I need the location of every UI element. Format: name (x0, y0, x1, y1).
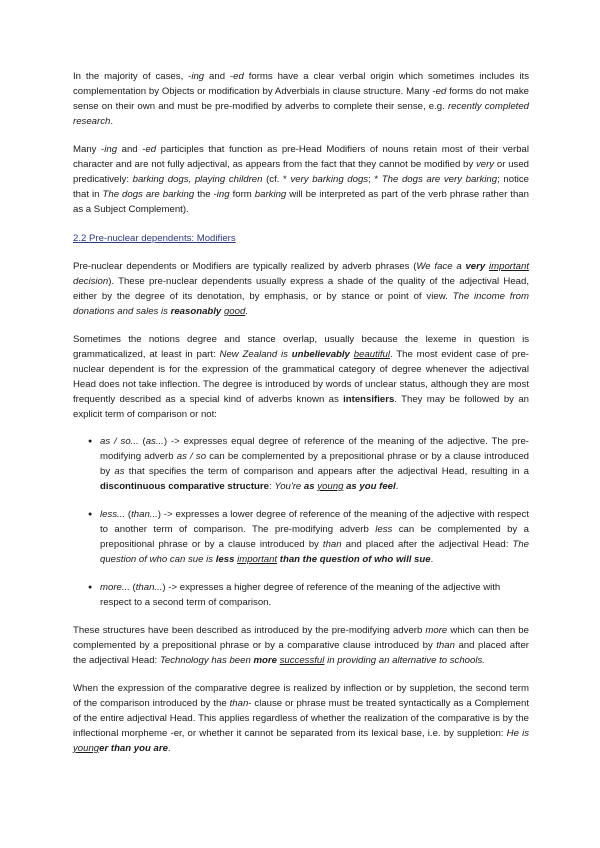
paragraph-ing-ed-forms: In the majority of cases, -ing and -ed forms have a clear verbal origin which sometimes includes its complementation by Objects or modification by Adverbials in clause structure. Many -ed forms do not make sense on their own and must be pre-modified by adverbs to complete their sense, e.g. recently completed research. (73, 71, 529, 127)
paragraph-structures: These structures have been described as introduced by the pre-modifying adverb more which can then be complemented by a prepositional phrase or by a comparative clause introduced by than and placed after the adjectival Head: Technology has been more successful in providing an alternative to schools. (73, 625, 529, 666)
paragraph-degree-stance: Sometimes the notions degree and stance overlap, usually because the lexeme in question is grammaticalized, at least in part: New Zealand is unbelievably beautiful. The most evident case of pre-nuclear dependent is for the expression of the grammatical category of degree whenever the adjectival Head does not take inflection. The degree is introduced by words of unclear status, although they are most frequently described as a special kind of adverbs known as intensifiers. They may be followed by an explicit term of comparison or not: (73, 334, 529, 420)
paragraph-participles: Many -ing and -ed participles that function as pre-Head Modifiers of nouns retain most of their verbal character and are not fully adjectival, as appears from the fact that they cannot be modified by very or used predicatively: barking dogs, playing children (cf. * very barking dogs; * The dogs are very barking; notice that in The dogs are barking the -ing form barking will be interpreted as part of the verb phrase rather than as a Subject Complement). (73, 144, 530, 215)
section-heading: 2.2 Pre-nuclear dependents: Modifiers (73, 233, 236, 244)
list-item-less: ● less... (than...) -> expresses a lower degree of reference of the meaning of the adjective with respect to another term of comparison. The pre-modifying adverb less can be complemented by a prepositional phrase or by a clause introduced by than and placed after the adjectival Head: The question of who can sue is less important than the question of who will sue. (73, 507, 529, 567)
paragraph-pre-nuclear-dependents: Pre-nuclear dependents or Modifiers are typically realized by adverb phrases (We face a very important decision). These pre-nuclear dependents usually express a shade of the quality of the adjectival Head, either by the degree of its denotation, by emphasis, or by stance or point of view. The income from donations and sales is reasonably good. (73, 261, 530, 317)
comparison-list (73, 434, 529, 610)
list-item-as-so: ● as / so... (as...) -> expresses equal degree of reference of the meaning of the adjective. The pre-modifying adverb as / so can be complemented by a prepositional phrase or by a clause introduced by as that specifies the term of comparison and appears after the adjectival Head, resulting in a discontinuous comparative structure: You're as young as you feel. (73, 434, 529, 494)
paragraph-comparative-inflection: When the expression of the comparative degree is realized by inflection or by suppletion, the second term of the comparison introduced by the than- clause or phrase must be treated syntactically as a Complement of the entire adjectival Head. This applies regardless of whether the realization of the comparative is by the inflectional morpheme -er, or whether it cannot be separated from its lexical base, i.e. by suppletion: He is younger than you are. (73, 683, 530, 754)
document-page (73, 69, 529, 756)
list-item-more: ● more... (than...) -> expresses a higher degree of reference of the meaning of the adjective with respect to a second term of comparison. (73, 580, 529, 610)
